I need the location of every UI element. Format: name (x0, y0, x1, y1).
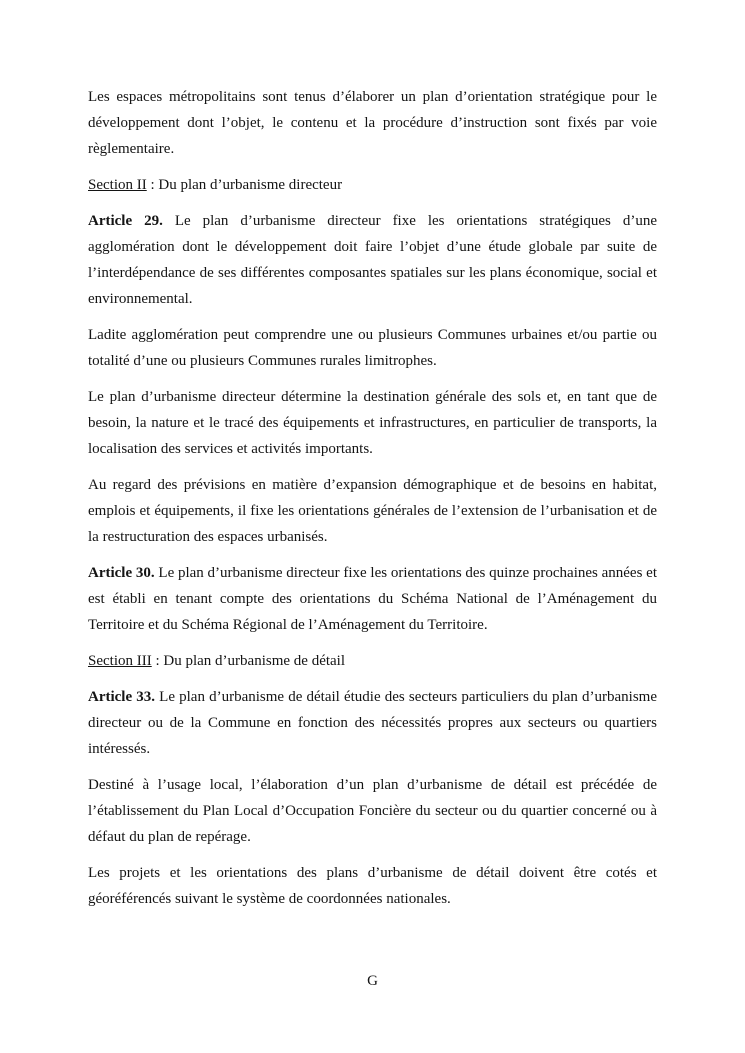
section-heading (88, 172, 657, 198)
section-label: Section II (88, 177, 147, 193)
article-number: Article 33. (88, 689, 156, 705)
paragraph-text: Le plan d’urbanisme directeur fixe les orientations stratégiques d’une agglomération dont le développement doit faire l’objet d’une étude globale par suite de l’interdépendance de ses différentes composantes spatiales sur les plans économique, social et environnemental. (88, 213, 657, 307)
article-paragraph (88, 208, 657, 312)
paragraph: Les espaces métropolitains sont tenus d’élaborer un plan d’orientation stratégique pour le développement dont l’objet, le contenu et la procédure d’instruction sont fixés par voie règlementaire. (88, 89, 657, 157)
article-paragraph (88, 560, 657, 638)
section-heading (88, 648, 657, 674)
article-number: Article 29. (88, 213, 163, 229)
paragraph: Le plan d’urbanisme directeur détermine la destination générale des sols et, en tant que de besoin, la nature et le tracé des équipements et infrastructures, en particulier de transports, la localisation des services et activités importants. (88, 389, 657, 457)
paragraph-text: Le plan d’urbanisme de détail étudie des secteurs particuliers du plan d’urbanisme directeur ou de la Commune en fonction des nécessités propres aux secteurs ou quartiers intéressés. (88, 689, 657, 757)
section-label: Section III (88, 653, 152, 669)
paragraph: Au regard des prévisions en matière d’expansion démographique et de besoins en habitat, emplois et équipements, il fixe les orientations générales de l’extension de l’urbanisation et de la restructuration des espaces urbanisés. (88, 477, 657, 545)
section-title-text: : Du plan d’urbanisme directeur (150, 177, 343, 193)
article-number: Article 30. (88, 565, 155, 581)
paragraph: Ladite agglomération peut comprendre une ou plusieurs Communes urbaines et/ou partie ou totalité d’une ou plusieurs Communes rurales limitrophes. (88, 327, 657, 369)
paragraph: Destiné à l’usage local, l’élaboration d’un plan d’urbanisme de détail est précédée de l’établissement du Plan Local d’Occupation Foncière du secteur ou du quartier concerné ou à défaut du plan de repérage. (88, 777, 657, 845)
paragraph: Les projets et les orientations des plans d’urbanisme de détail doivent être cotés et géoréférencés suivant le système de coordonnées nationales. (88, 865, 657, 907)
section-title-text: : Du plan d’urbanisme de détail (155, 653, 346, 669)
page-number: G (367, 973, 378, 989)
paragraph-text: Le plan d’urbanisme directeur fixe les orientations des quinze prochaines années et est établi en tenant compte des orientations du Schéma National de l’Aménagement du Territoire et du Schéma Régional de l’Aménagement du Territoire. (88, 565, 658, 633)
article-paragraph (88, 684, 657, 762)
